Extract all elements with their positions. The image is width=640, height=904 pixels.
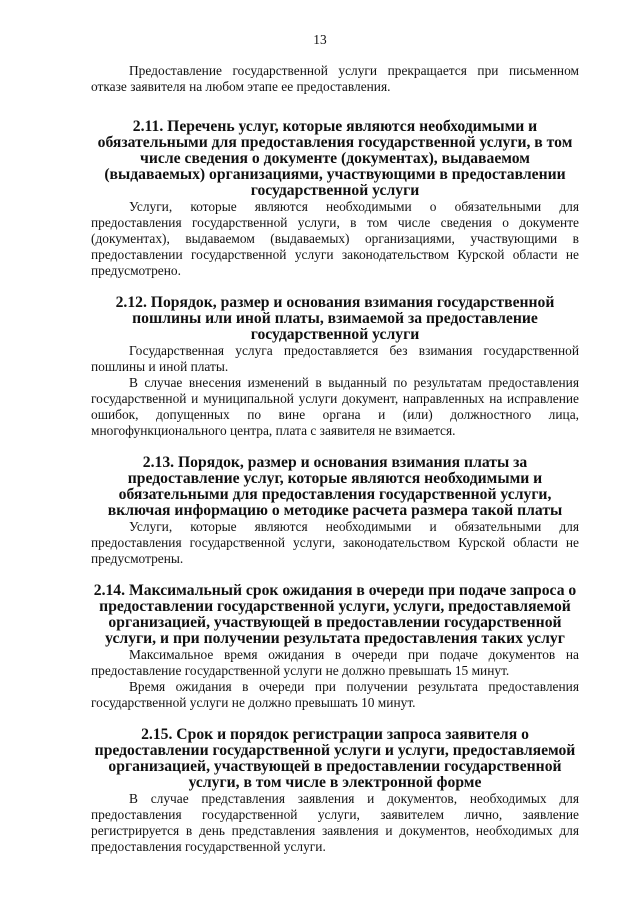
page-content xyxy=(91,63,579,855)
section-heading: 2.14. Максимальный срок ожидания в очереди при подаче запроса о предоставлении государственной услуги, услуги, предоставляемой организацией, участвующей в предоставлении государственной услуги, и при получении результата предоставления таких услуг xyxy=(93,582,577,647)
section-paragraph: В случае представления заявления и документов, необходимых для предоставления государственной услуги, заявителем лично, заявление регистрируется в день представления заявления и документов, необходимых для предоставления государственной услуги. xyxy=(91,791,579,854)
section-heading: 2.13. Порядок, размер и основания взимания платы за предоставление услуг, которые являются необходимыми и обязательными для предоставления государственной услуги, включая информацию о методике расчета размера такой платы xyxy=(107,454,563,519)
section-2-13 xyxy=(91,455,579,567)
section-2-11 xyxy=(91,119,579,279)
section-2-14 xyxy=(91,583,579,711)
section-paragraph: Максимальное время ожидания в очереди при подаче документов на предоставление государственной услуги не должно превышать 15 минут. xyxy=(91,647,579,678)
section-heading: 2.15. Срок и порядок регистрации запроса заявителя о предоставлении государственной услуги и услуги, предоставляемой организацией, участвующей в предоставлении государственной услуги, в том числе в электронной форме xyxy=(94,726,576,791)
section-paragraph: Услуги, которые являются необходимыми о обязательными для предоставления государственной услуги, в том числе сведения о документе (документах), выдаваемом (выдаваемых) организациями, участвующими в предоставлении государственной услуги законодательством Курской области не предусмотрено. xyxy=(91,199,579,278)
section-paragraph: Время ожидания в очереди при получении результата предоставления государственной услуги не должно превышать 10 минут. xyxy=(91,679,579,710)
spacer xyxy=(91,279,579,295)
section-heading: 2.12. Порядок, размер и основания взимания государственной пошлины или иной платы, взимаемой за предоставление государственной услуги xyxy=(115,294,555,343)
spacer xyxy=(91,711,579,727)
spacer xyxy=(91,439,579,455)
intro-paragraph: Предоставление государственной услуги прекращается при письменном отказе заявителя на любом этапе ее предоставления. xyxy=(91,63,579,94)
spacer xyxy=(91,95,579,119)
spacer xyxy=(91,567,579,583)
section-2-15 xyxy=(91,727,579,855)
section-2-12 xyxy=(91,295,579,439)
section-heading: 2.11. Перечень услуг, которые являются необходимыми и обязательными для предоставления государственной услуги, в том числе сведения о документе (документах), выдаваемом (выдаваемых) организациями, участвующими в предоставлении государственной услуги xyxy=(97,118,573,199)
section-paragraph: Услуги, которые являются необходимыми и обязательными для предоставления государственной услуги, законодательством Курской области не предусмотрены. xyxy=(91,519,579,566)
section-paragraph: Государственная услуга предоставляется без взимания государственной пошлины и иной платы. xyxy=(91,343,579,374)
page-number: 13 xyxy=(313,32,327,47)
section-paragraph: В случае внесения изменений в выданный по результатам предоставления государственной и муниципальной услуги документ, направленных на исправление ошибок, допущенных по вине органа и (или) должностного лица, многофункционального центра, плата с заявителя не взимается. xyxy=(91,375,579,438)
